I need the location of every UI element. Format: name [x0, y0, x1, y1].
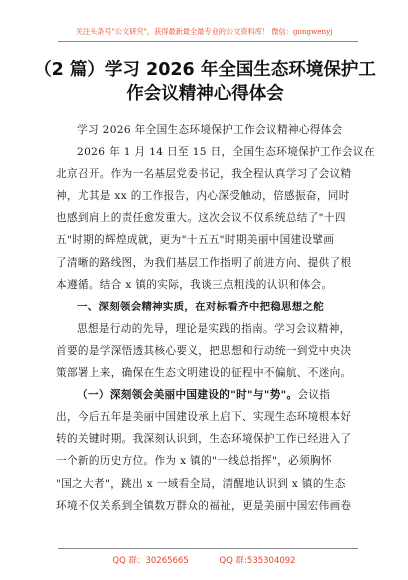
footer-qq-group-1: QQ 群：30265665 — [112, 556, 189, 566]
body-line: 五"时期的辉煌成就，更为"十五五"时期美丽中国建设擘画 — [56, 234, 335, 247]
subsection-heading-1: （一）深刻领会美丽中国建设的"时"与"势"。 — [77, 389, 298, 402]
body-line: 转的关键时期。我深刻认识到，生态环境保护工作已经进入了 — [56, 433, 352, 446]
title-line-1: （2 篇）学习 2026 年全国生态环境保护工 — [34, 60, 376, 80]
document-body — [56, 119, 375, 517]
body-line: 策部署上来，确保在生态文明建设的征程中不偏航、不迷向。 — [56, 367, 352, 380]
body-line: 思想是行动的先导，理论是实践的指南。学习会议精神， — [77, 322, 351, 335]
body-line: 也感到肩上的责任愈发重大。这次会议不仅系统总结了"十四 — [56, 212, 346, 225]
body-text-fragment: 会议指 — [297, 389, 331, 402]
body-line: 北京召开。作为一名基层党委书记，我全程认真学习了会议精 — [56, 168, 352, 181]
footer-qq-group-2: QQ 群:535304092 — [219, 556, 296, 566]
body-line: 本遵循。结合 x 镇的实际，我谈三点粗浅的认识和体会。 — [56, 278, 333, 291]
footer-contact — [0, 554, 408, 568]
body-line: "国之大者"，跳出 x 一域看全局，清醒地认识到 x 镇的生态 — [56, 477, 346, 490]
footer-divider — [58, 548, 358, 549]
header-divider — [58, 41, 358, 42]
body-line: 出，今后五年是美丽中国建设承上启下、实现生态环境根本好 — [56, 411, 352, 424]
subtitle-line: 学习 2026 年全国生态环境保护工作会议精神心得体会 — [77, 124, 343, 136]
body-line: 一个新的历史方位。作为 x 镇的"一线总指挥"，必须胸怀 — [56, 455, 332, 468]
body-line: 首要的是学深悟透其核心要义，把思想和行动统一到党中央决 — [56, 344, 352, 357]
section-heading-1: 一、深刻领会精神实质，在对标看齐中把稳思想之舵 — [77, 300, 325, 313]
body-line: 环境不仅关系到全镇数万群众的福祉，更是美丽中国宏伟画卷 — [56, 499, 352, 512]
body-line: 神，尤其是 xx 的工作报告，内心深受触动，倍感振奋，同时 — [56, 190, 350, 203]
title-line-2: 作会议精神心得体会 — [126, 84, 284, 104]
body-line: 2026 年 1 月 14 日至 15 日，全国生态环境保护工作会议在 — [77, 146, 375, 159]
header-promo-text: 关注头条号"公文研究"，获得最新最全最专业的公文资料库！ 微信：gongwenyj — [75, 27, 333, 36]
document-title — [30, 58, 380, 106]
body-line: 了清晰的路线图，为我们基层工作指明了前进方向、提供了根 — [56, 256, 352, 269]
body-line — [56, 384, 358, 406]
